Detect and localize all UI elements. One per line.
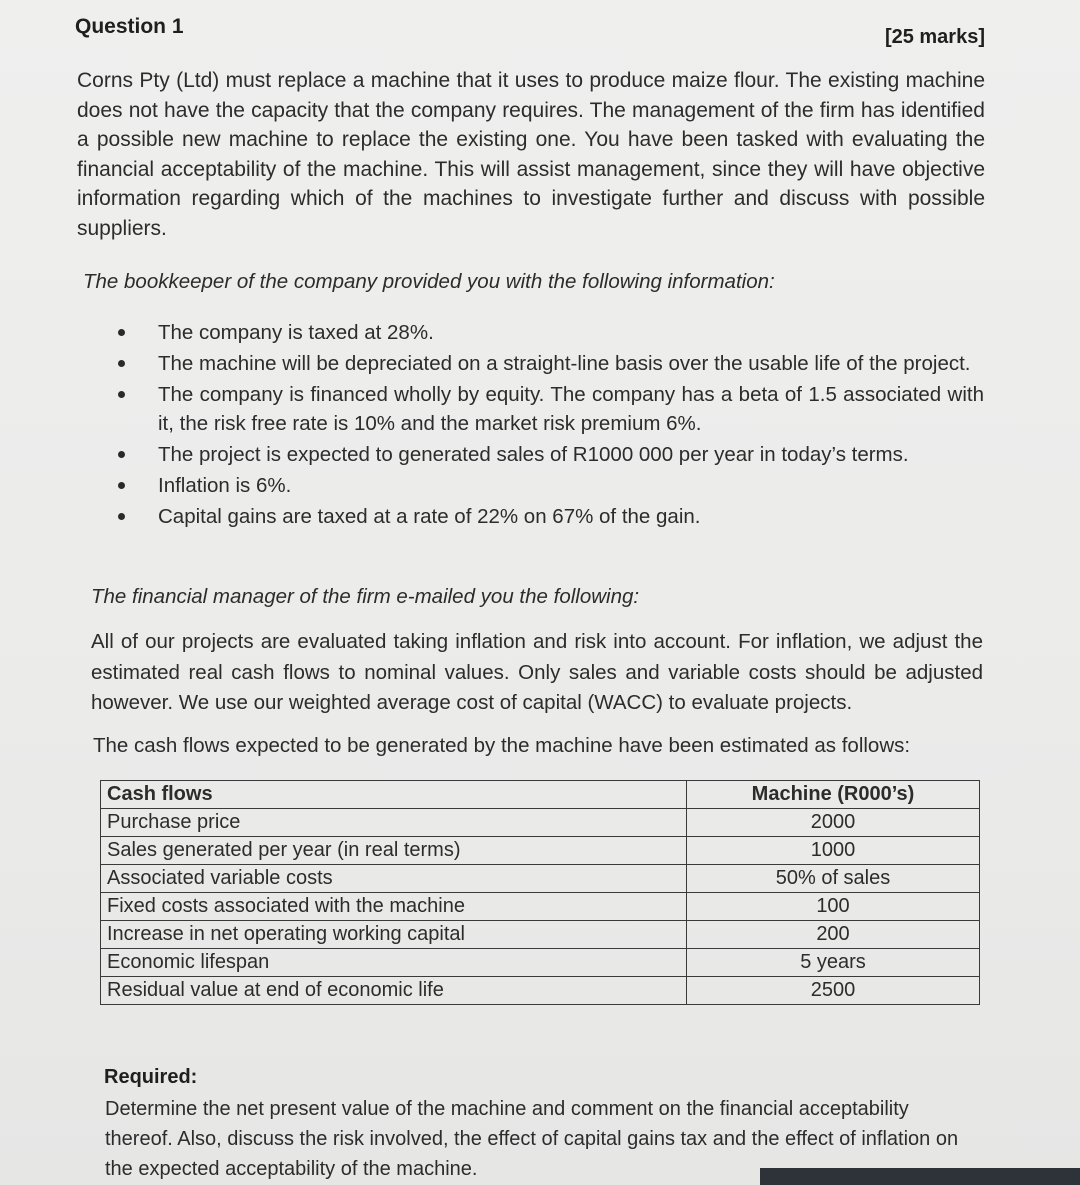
table-cell-label: Residual value at end of economic life (101, 977, 687, 1005)
marks-label: [25 marks] (884, 26, 985, 48)
bullet-text: Inflation is 6%. (158, 474, 292, 497)
bullet-dot-icon (118, 391, 125, 398)
bullet-text: The company is taxed at 28%. (158, 321, 434, 344)
table-cell-label: Associated variable costs (101, 865, 687, 893)
screen-bezel-edge (760, 1168, 1080, 1185)
table-cell-label: Purchase price (101, 809, 687, 837)
table-row (101, 949, 980, 977)
bullet-item (118, 502, 984, 531)
cash-flow-intro: The cash flows expected to be generated by the machine have been estimated as follows: (93, 734, 911, 757)
required-text: Determine the net present value of the machine and comment on the financial acceptability thereof. Also, discuss the risk involved, the effect of capital gains tax and the effect of inflation on the expected acceptability of the machine. (105, 1098, 959, 1180)
table-cell-value: 2000 (687, 809, 980, 837)
table-cell-value: 200 (687, 921, 980, 949)
intro-paragraph: Corns Pty (Ltd) must replace a machine that it uses to produce maize flour. The existing machine does not have the capacity that the company requires. The management of the firm has identified a possible new machine to replace the existing one. You have been tasked with evaluating the financial acceptability of the machine. This will assist management, since they will have objective information regarding which of the machines to investigate further and discuss with possible suppliers. (77, 69, 985, 240)
bullet-dot-icon (118, 513, 125, 520)
table-cell-label: Increase in net operating working capital (101, 921, 687, 949)
bullet-item (118, 318, 984, 347)
table-row (101, 837, 980, 865)
table-cell-label: Fixed costs associated with the machine (101, 893, 687, 921)
table-row (101, 893, 980, 921)
required-title: Required: (104, 1066, 198, 1088)
bullet-dot-icon (118, 329, 125, 336)
table-row (101, 977, 980, 1005)
table-header-row (101, 781, 980, 809)
table-cell-value: 5 years (687, 949, 980, 977)
bullet-text: The machine will be depreciated on a straight-line basis over the usable life of the project. (158, 352, 971, 375)
table-cell-label: Economic lifespan (101, 949, 687, 977)
bookkeeper-intro: The bookkeeper of the company provided you with the following information: (83, 270, 775, 293)
table-row (101, 865, 980, 893)
bullet-dot-icon (118, 360, 125, 367)
bullet-item (118, 380, 984, 438)
table-header-cash-flows: Cash flows (101, 781, 687, 809)
table-cell-value: 2500 (687, 977, 980, 1005)
table-row (101, 921, 980, 949)
table-header-machine: Machine (R000’s) (687, 781, 980, 809)
bullet-text: Capital gains are taxed at a rate of 22% on 67% of the gain. (158, 505, 701, 528)
cash-flow-table (100, 780, 980, 1005)
financial-manager-intro: The financial manager of the firm e-mailed you the following: (91, 585, 640, 608)
info-bullet-list (118, 318, 984, 533)
question-title: Question 1 (75, 15, 184, 38)
bullet-item (118, 471, 984, 500)
email-paragraph: All of our projects are evaluated taking inflation and risk into account. For inflation, we adjust the estimated real cash flows to nominal values. Only sales and variable costs should be adjusted however. We use our weighted average cost of capital (WACC) to evaluate projects. (91, 630, 983, 714)
table-cell-value: 1000 (687, 837, 980, 865)
bullet-text: The company is financed wholly by equity. The company has a beta of 1.5 associated with it, the risk free rate is 10% and the market risk premium 6%. (158, 383, 984, 435)
bullet-item (118, 349, 984, 378)
table-cell-value: 100 (687, 893, 980, 921)
bullet-item (118, 440, 984, 469)
table-row (101, 809, 980, 837)
bullet-dot-icon (118, 451, 125, 458)
bullet-dot-icon (118, 482, 125, 489)
table-cell-value: 50% of sales (687, 865, 980, 893)
bullet-text: The project is expected to generated sales of R1000 000 per year in today’s terms. (158, 443, 909, 466)
table-cell-label: Sales generated per year (in real terms) (101, 837, 687, 865)
